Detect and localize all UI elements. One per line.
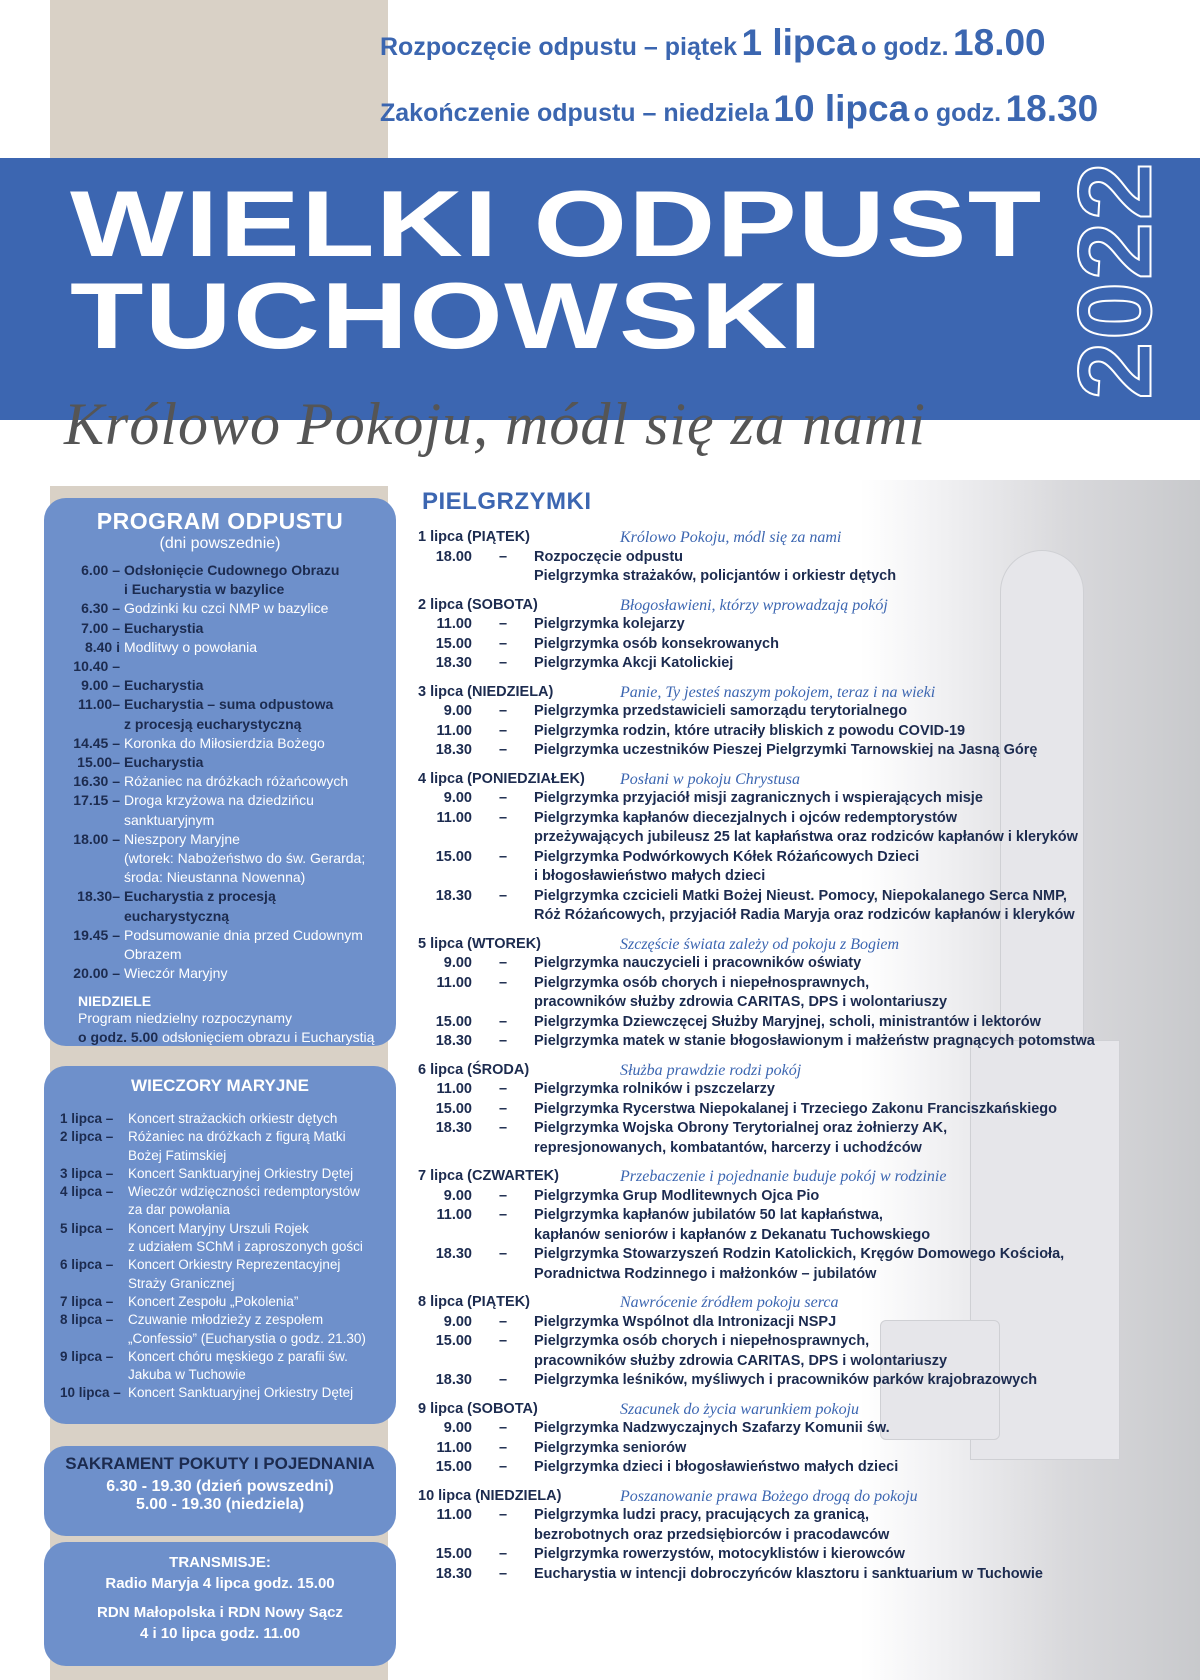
program-desc: Obrazem [124, 946, 182, 963]
program-time: 19.45 – [73, 926, 120, 943]
event-row [418, 1119, 1178, 1158]
motto: Królowo Pokoju, módl się za nami [64, 391, 927, 457]
evening-date: 3 lipca – [60, 1165, 114, 1181]
evening-date [60, 1330, 128, 1348]
day-header [418, 770, 1178, 790]
day-name: 4 lipca (PONIEDZIAŁEK) [418, 770, 585, 787]
event-row [418, 1032, 1178, 1052]
event-time: 18.30 [435, 742, 472, 758]
event-row [418, 1565, 1178, 1585]
program-desc: Różaniec na dróżkach różańcowych [124, 773, 349, 790]
event-time: 15.00 [435, 635, 472, 652]
title-line-2: TUCHOWSKI [70, 263, 824, 368]
day-block [418, 596, 1178, 674]
event-desc: Pielgrzymka seniorów [534, 1439, 687, 1456]
evening-row [60, 1384, 380, 1402]
title-line-1: WIELKI ODPUST [70, 171, 1043, 276]
confession-weekday: 6.30 - 19.30 (dzień powszedni) [106, 1478, 334, 1495]
event-row [418, 1187, 1178, 1207]
program-time [62, 811, 124, 830]
evening-row [60, 1293, 380, 1311]
event-time: 11.00 [436, 974, 472, 991]
event-desc: Pielgrzymka Wojska Obrony Terytorialnej oraz żołnierzy AK, represjonowanych, kombatantów, harcerzy i uchodźców [534, 1120, 948, 1156]
event-dash: – [498, 974, 508, 991]
event-dash: – [498, 1459, 508, 1475]
event-desc: Pielgrzymka kapłanów diecezjalnych i ojców redemptorystów przeżywających jubileusz 25 lat kapłaństwa oraz rodziców kapłanów i kleryków [534, 809, 1078, 845]
event-time: 18.30 [435, 655, 472, 671]
day-header [418, 1487, 1178, 1507]
event-dash: – [498, 790, 508, 806]
event-dash: – [498, 1546, 508, 1562]
event-desc: Pielgrzymka Grup Modlitewnych Ojca Pio [534, 1187, 820, 1204]
program-list [62, 561, 378, 983]
header-end: Zakończenie odpustu – niedziela 10 lipca o godz. 18.30 [380, 88, 1099, 129]
evening-row [60, 1165, 380, 1183]
program-row [62, 561, 378, 580]
event-dash: – [498, 1120, 508, 1136]
event-desc: Pielgrzymka rowerzystów, motocyklistów i kierowców [534, 1546, 905, 1562]
event-desc: Pielgrzymka rolników i pszczelarzy [534, 1081, 775, 1097]
program-desc: Eucharystia [124, 754, 204, 771]
event-desc: Pielgrzymka przyjaciół misji zagranicznych i wspierających misje [534, 790, 983, 806]
program-time: 8.40 i 10.40 – [73, 638, 120, 675]
event-time: 18.30 [435, 1120, 472, 1136]
event-desc: Pielgrzymka Stowarzyszeń Rodzin Katolickich, Kręgów Domowego Kościoła, Poradnictwa Rodzinnego i małżonków – jubilatów [534, 1246, 1065, 1282]
evening-desc: z udziałem SChM i zaproszonych gości [128, 1239, 363, 1255]
program-desc: Godzinki ku czci NMP w bazylice [124, 600, 329, 617]
program-desc: Nieszpory Maryjne [124, 830, 240, 847]
event-desc: Pielgrzymka Dziewczęcej Służby Maryjnej, scholi, ministrantów i lektorów [534, 1013, 1041, 1030]
evening-desc: Koncert Zespołu „Pokolenia” [128, 1293, 299, 1309]
event-row [418, 722, 1178, 742]
event-desc: Pielgrzymka przedstawicieli samorządu terytorialnego [534, 703, 908, 719]
day-block [418, 1293, 1178, 1391]
event-row [418, 741, 1178, 761]
program-row [62, 811, 378, 830]
program-row [62, 715, 378, 734]
event-row [418, 1206, 1178, 1245]
program-row [62, 599, 378, 618]
event-desc: Pielgrzymka uczestników Pieszej Pielgrzymki Tarnowskiej na Jasną Górę [534, 742, 1038, 758]
event-dash: – [498, 616, 508, 632]
program-time: 6.00 – [81, 562, 120, 578]
day-name: 10 lipca (NIEDZIELA) [418, 1487, 562, 1504]
program-time [62, 945, 124, 964]
evening-date: 1 lipca – [60, 1111, 114, 1126]
day-name: 6 lipca (ŚRODA) [418, 1061, 530, 1078]
event-dash: – [498, 635, 508, 652]
program-desc: Odsłonięcie Cudownego Obrazu [124, 562, 340, 578]
event-time: 18.30 [435, 887, 472, 904]
program-time [62, 849, 124, 868]
confession-sunday: 5.00 - 19.30 (niedziela) [135, 1496, 305, 1513]
event-desc: Pielgrzymka leśników, myśliwych i pracowników parków krajobrazowych [534, 1372, 1038, 1388]
event-desc: Pielgrzymka Rycerstwa Niepokalanej i Trzeciego Zakonu Franciszkańskiego [534, 1100, 1058, 1117]
event-dash: – [498, 1372, 508, 1388]
day-motto: Błogosławieni, którzy wprowadzają pokój [620, 596, 888, 614]
evening-date: 5 lipca – [60, 1220, 114, 1236]
evening-desc: Różaniec na dróżkach z figurą Matki [128, 1129, 346, 1145]
day-name: 8 lipca (PIĄTEK) [418, 1294, 530, 1310]
header-start: Rozpoczęcie odpustu – piątek 1 lipca o godz. 18.00 [380, 22, 1046, 63]
day-motto: Szacunek do życia warunkiem pokoju [620, 1400, 860, 1418]
evening-date: 2 lipca – [60, 1129, 114, 1145]
program-time: 7.00 – [81, 619, 120, 636]
evening-row [60, 1110, 380, 1128]
program-desc: z procesją eucharystyczną [124, 715, 302, 732]
day-header [418, 596, 1178, 616]
beige-band-top [50, 0, 388, 158]
evening-desc: za dar powołania [128, 1202, 231, 1218]
event-dash: – [498, 703, 508, 719]
broadcasts-panel [44, 1542, 396, 1666]
event-row [418, 1100, 1178, 1120]
event-time: 11.00 [436, 1081, 472, 1097]
evening-date: 4 lipca – [60, 1184, 114, 1200]
event-time: 15.00 [435, 1459, 472, 1475]
evening-date [60, 1238, 128, 1256]
program-row [62, 945, 378, 964]
event-time: 18.00 [435, 548, 472, 565]
program-time: 17.15 – [73, 792, 120, 809]
evening-date: 10 lipca – [60, 1385, 121, 1401]
program-time [62, 907, 124, 926]
program-desc: Wieczór Maryjny [124, 965, 228, 982]
program-time [62, 868, 124, 887]
event-time: 9.00 [443, 1187, 472, 1204]
day-block [418, 935, 1178, 1052]
evening-desc: Koncert Orkiestry Reprezentacyjnej [128, 1257, 341, 1273]
event-dash: – [498, 848, 508, 865]
evening-row [60, 1311, 380, 1329]
event-dash: – [498, 548, 508, 565]
day-motto: Królowo Pokoju, módl się za nami [620, 529, 842, 546]
event-desc: Rozpoczęcie odpustu Pielgrzymka strażaków, policjantów i orkiestr dętych [534, 548, 897, 584]
day-motto: Panie, Ty jesteś naszym pokojem, teraz i na wieki [620, 683, 936, 701]
event-time: 9.00 [443, 1313, 472, 1330]
program-time [62, 580, 124, 599]
broadcast-rdn-dates: 4 i 10 lipca godz. 11.00 [139, 1625, 301, 1642]
program-desc: Eucharystia – suma odpustowa [124, 696, 334, 713]
event-row [418, 1439, 1178, 1459]
program-desc: Eucharystia z procesją [124, 888, 276, 905]
program-time: 9.00 – [81, 677, 120, 694]
event-row [418, 1506, 1178, 1545]
evening-date [60, 1201, 128, 1219]
sunday-text-1: Program niedzielny rozpoczynamy [78, 1010, 292, 1027]
event-time: 15.00 [435, 1333, 472, 1349]
event-desc: Pielgrzymka osób konsekrowanych [534, 635, 779, 652]
event-desc: Pielgrzymka Akcji Katolickiej [534, 655, 734, 671]
evening-date: 7 lipca – [60, 1293, 114, 1309]
day-header [418, 1400, 1178, 1420]
program-row [62, 772, 378, 791]
event-desc: Pielgrzymka kolejarzy [534, 616, 685, 632]
event-time: 15.00 [435, 1546, 472, 1562]
event-dash: – [498, 1013, 508, 1030]
evening-row [60, 1201, 380, 1219]
program-row [62, 676, 378, 695]
evening-date: 8 lipca – [60, 1312, 114, 1328]
evening-date [60, 1366, 128, 1384]
evening-desc: Koncert chóru męskiego z parafii św. [128, 1348, 348, 1364]
program-subtitle: (dni powszednie) [159, 535, 281, 552]
day-name: 9 lipca (SOBOTA) [418, 1400, 538, 1417]
program-time: 18.00 – [73, 830, 120, 847]
event-row [418, 1080, 1178, 1100]
event-row [418, 548, 1178, 587]
confession-title: SAKRAMENT POKUTY I POJEDNANIA [65, 1454, 375, 1473]
program-desc: Modlitwy o powołania [124, 638, 258, 655]
evening-desc: Czuwanie młodzieży z zespołem [128, 1312, 324, 1328]
evenings-list [60, 1110, 380, 1403]
program-row [62, 580, 378, 599]
evening-date [60, 1275, 128, 1293]
program-time: 18.30– [77, 888, 120, 905]
event-desc: Pielgrzymka Podwórkowych Kółek Różańcowych Dzieci i błogosławieństwo małych dzieci [534, 848, 920, 884]
event-dash: – [498, 742, 508, 758]
evening-date: 6 lipca – [60, 1257, 114, 1273]
event-time: 9.00 [443, 1420, 472, 1436]
program-time [62, 715, 124, 734]
evening-row [60, 1238, 380, 1256]
evening-row [60, 1275, 380, 1293]
event-dash: – [498, 1439, 508, 1456]
program-row [62, 753, 378, 772]
event-time: 9.00 [443, 703, 472, 719]
day-header [418, 528, 1178, 548]
event-row [418, 1313, 1178, 1333]
evening-row [60, 1256, 380, 1274]
evening-desc: Straży Granicznej [128, 1275, 235, 1291]
event-desc: Pielgrzymka matek w stanie błogosławionym i małżeństw pragnących potomstwa [534, 1033, 1095, 1049]
event-row [418, 974, 1178, 1013]
event-dash: – [498, 1333, 508, 1349]
program-row [62, 619, 378, 638]
sunday-heading: NIEDZIELE [78, 993, 152, 1010]
program-desc: Koronka do Miłosierdzia Bożego [124, 734, 325, 751]
event-desc: Pielgrzymka ludzi pracy, pracujących za granicą, bezrobotnych oraz przedsiębiorców i pracodawców [534, 1507, 890, 1543]
event-time: 18.30 [435, 1565, 472, 1582]
day-block [418, 770, 1178, 926]
event-time: 18.30 [435, 1372, 472, 1388]
day-header [418, 1167, 1178, 1187]
broadcast-radio-maryja: Radio Maryja 4 lipca godz. 15.00 [105, 1575, 335, 1592]
program-time: 16.30 – [73, 773, 120, 790]
program-row [62, 907, 378, 926]
program-desc: (wtorek: Nabożeństwo do św. Gerarda; [124, 850, 366, 867]
day-block [418, 528, 1178, 587]
evening-row [60, 1128, 380, 1146]
program-row [62, 964, 378, 983]
program-time: 15.00– [77, 754, 120, 771]
event-desc: Pielgrzymka Nadzwyczajnych Szafarzy Komunii św. [534, 1420, 890, 1436]
event-dash: – [498, 1081, 508, 1097]
pilgrimages-title: PIELGRZYMKI [422, 488, 592, 515]
event-desc: Pielgrzymka czcicieli Matki Bożej Nieust. Pomocy, Niepokalanego Serca NMP, Róż Różańcowych, przyjaciół Radia Maryja oraz rodziców kapłanów i kleryków [534, 887, 1075, 923]
event-time: 15.00 [435, 1013, 472, 1030]
event-time: 11.00 [436, 1507, 472, 1523]
program-time: 14.45 – [73, 734, 120, 751]
event-time: 15.00 [435, 848, 472, 865]
broadcasts-title: TRANSMISJE: [169, 1554, 271, 1571]
evening-row [60, 1147, 380, 1165]
evening-desc: Jakuba w Tuchowie [128, 1367, 246, 1383]
program-desc: Eucharystia [124, 619, 204, 636]
program-desc: Eucharystia [124, 677, 204, 694]
program-row [62, 887, 378, 906]
program-row [62, 734, 378, 753]
event-time: 11.00 [436, 616, 472, 632]
event-dash: – [498, 1313, 508, 1330]
program-row [62, 830, 378, 849]
day-motto: Nawrócenie źródłem pokoju serca [620, 1294, 839, 1311]
year-badge: 2022 [1057, 160, 1174, 400]
event-row [418, 1332, 1178, 1371]
evening-desc: Koncert strażackich orkiestr dętych [128, 1111, 338, 1126]
evening-date [60, 1147, 128, 1165]
evening-row [60, 1330, 380, 1348]
event-row [418, 702, 1178, 722]
evening-desc: Koncert Maryjny Urszuli Rojek [128, 1220, 309, 1236]
pilgrimages-schedule [418, 528, 1178, 1593]
event-desc: Pielgrzymka rodzin, które utraciły bliskich z powodu COVID-19 [534, 722, 966, 739]
event-dash: – [498, 655, 508, 671]
event-time: 11.00 [436, 1439, 472, 1456]
day-motto: Posłani w pokoju Chrystusa [620, 770, 801, 788]
evening-desc: „Confessio” (Eucharystia o godz. 21.30) [128, 1330, 366, 1346]
event-row [418, 809, 1178, 848]
day-name: 5 lipca (WTOREK) [418, 935, 541, 952]
evenings-title: WIECZORY MARYJNE [131, 1076, 309, 1095]
day-header [418, 683, 1178, 703]
event-time: 9.00 [443, 790, 472, 806]
event-dash: – [498, 1207, 508, 1223]
evening-desc: Wieczór wdzięczności redemptorystów [128, 1184, 360, 1200]
program-desc: i Eucharystia w bazylice [124, 581, 285, 598]
program-title: PROGRAM ODPUSTU [96, 508, 344, 534]
day-header [418, 935, 1178, 955]
event-dash: – [498, 722, 508, 739]
program-row [62, 926, 378, 945]
program-row [62, 849, 378, 868]
program-desc: środa: Nieustanna Nowenna) [124, 869, 306, 886]
event-row [418, 635, 1178, 655]
day-name: 7 lipca (CZWARTEK) [418, 1168, 559, 1184]
event-dash: – [498, 1246, 508, 1262]
event-row [418, 954, 1178, 974]
event-dash: – [498, 1565, 508, 1582]
program-time: 11.00– [77, 696, 120, 713]
event-row [418, 1245, 1178, 1284]
day-name: 3 lipca (NIEDZIELA) [418, 683, 554, 700]
event-dash: – [498, 809, 508, 826]
event-row [418, 654, 1178, 674]
event-row [418, 1013, 1178, 1033]
event-dash: – [498, 887, 508, 904]
day-motto: Przebaczenie i pojednanie buduje pokój w rodzinie [620, 1168, 947, 1185]
evening-desc: Koncert Sanktuaryjnej Orkiestry Dętej [128, 1165, 354, 1181]
day-header [418, 1061, 1178, 1081]
day-block [418, 1400, 1178, 1478]
day-motto: Szczęście świata zależy od pokoju z Bogiem [620, 935, 900, 953]
evening-date: 9 lipca – [60, 1348, 114, 1364]
event-dash: – [498, 1507, 508, 1523]
event-row [418, 887, 1178, 926]
event-dash: – [498, 955, 508, 971]
program-row [62, 695, 378, 714]
event-desc: Pielgrzymka kapłanów jubilatów 50 lat kapłaństwa, kapłanów seniorów i kapłanów z Dekanatu Tuchowskiego [534, 1207, 931, 1243]
event-row [418, 1545, 1178, 1565]
event-dash: – [498, 1420, 508, 1436]
event-time: 18.30 [435, 1246, 472, 1262]
event-dash: – [498, 1187, 508, 1204]
event-time: 9.00 [443, 955, 472, 971]
sunday-text-2: o godz. 5.00 odsłonięciem obrazu i Eucharystią [78, 1029, 375, 1046]
day-block [418, 1167, 1178, 1284]
event-desc: Pielgrzymka nauczycieli i pracowników oświaty [534, 955, 862, 971]
day-motto: Poszanowanie prawa Bożego drogą do pokoju [620, 1487, 918, 1505]
evening-row [60, 1183, 380, 1201]
day-block [418, 683, 1178, 761]
event-desc: Pielgrzymka osób chorych i niepełnosprawnych, pracowników służby zdrowia CARITAS, DPS i wolontariuszy [534, 1333, 948, 1369]
event-row [418, 1371, 1178, 1391]
evenings-panel [44, 1066, 396, 1424]
event-time: 11.00 [436, 809, 472, 826]
day-block [418, 1061, 1178, 1159]
event-desc: Pielgrzymka dzieci i błogosławieństwo małych dzieci [534, 1459, 899, 1475]
program-time: 6.30 – [81, 600, 120, 617]
day-name: 2 lipca (SOBOTA) [418, 596, 538, 613]
event-desc: Pielgrzymka Wspólnot dla Intronizacji NSPJ [534, 1313, 837, 1330]
program-desc: eucharystyczną [124, 907, 230, 924]
event-row [418, 1419, 1178, 1439]
evening-row [60, 1348, 380, 1366]
event-time: 11.00 [436, 1207, 472, 1223]
day-name: 1 lipca (PIĄTEK) [418, 529, 530, 545]
program-time: 20.00 – [73, 965, 120, 982]
program-desc: sanktuaryjnym [124, 811, 215, 828]
event-row [418, 615, 1178, 635]
event-dash: – [498, 1100, 508, 1117]
program-row [62, 868, 378, 887]
day-motto: Służba prawdzie rodzi pokój [620, 1061, 802, 1079]
program-row [62, 791, 378, 810]
event-time: 11.00 [436, 722, 472, 739]
event-time: 15.00 [435, 1100, 472, 1117]
program-row [62, 638, 378, 676]
program-desc: Droga krzyżowa na dziedzińcu [124, 792, 314, 809]
event-time: 18.30 [435, 1033, 472, 1049]
evening-row [60, 1366, 380, 1384]
broadcast-rdn: RDN Małopolska i RDN Nowy Sącz [97, 1604, 343, 1621]
day-block [418, 1487, 1178, 1585]
program-panel [44, 498, 396, 1046]
evening-row [60, 1220, 380, 1238]
event-desc: Pielgrzymka osób chorych i niepełnosprawnych, pracowników służby zdrowia CARITAS, DPS i wolontariuszy [534, 974, 948, 1010]
program-desc: Podsumowanie dnia przed Cudownym [124, 926, 363, 943]
confession-panel [44, 1446, 396, 1536]
event-desc: Eucharystia w intencji dobroczyńców klasztoru i sanktuarium w Tuchowie [534, 1565, 1043, 1582]
event-row [418, 1458, 1178, 1478]
event-dash: – [498, 1033, 508, 1049]
evening-desc: Bożej Fatimskiej [128, 1147, 227, 1163]
evening-desc: Koncert Sanktuaryjnej Orkiestry Dętej [128, 1385, 354, 1401]
event-row [418, 789, 1178, 809]
event-row [418, 848, 1178, 887]
day-header [418, 1293, 1178, 1313]
